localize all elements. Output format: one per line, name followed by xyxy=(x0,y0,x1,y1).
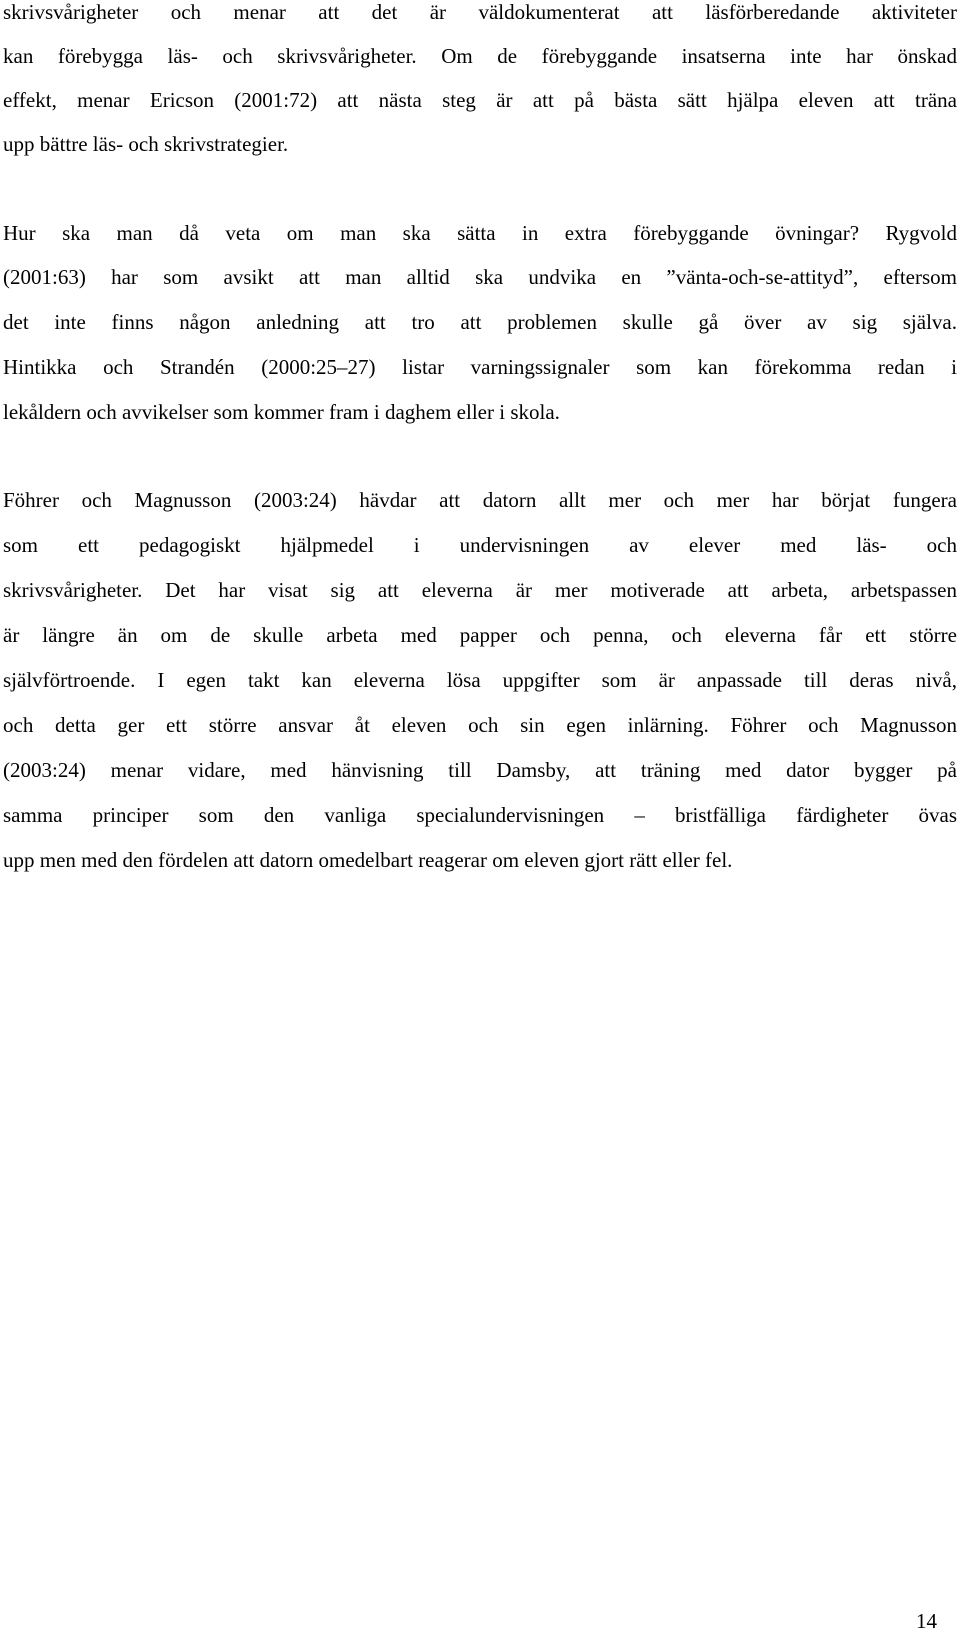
text-line: och detta ger ett större ansvar åt eleven och sin egen inlärning. Föhrer och Magnusson xyxy=(3,713,957,737)
text-line: effekt, menar Ericson (2001:72) att nästa steg är att på bästa sätt hjälpa eleven att träna xyxy=(3,88,957,112)
text-line: (2003:24) menar vidare, med hänvisning till Damsby, att träning med dator bygger på xyxy=(3,758,957,782)
text-line: är längre än om de skulle arbeta med papper och penna, och eleverna får ett större xyxy=(3,623,957,647)
text-line: Hintikka och Strandén (2000:25–27) listar varningssignaler som kan förekomma redan i xyxy=(3,355,957,379)
text-line: skrivsvårigheter och menar att det är väldokumenterat att läsförberedande aktiviteter xyxy=(3,0,957,24)
text-line: upp men med den fördelen att datorn omedelbart reagerar om eleven gjort rätt eller fel. xyxy=(3,848,733,872)
text-line: som ett pedagogiskt hjälpmedel i undervisningen av elever med läs- och xyxy=(3,533,957,557)
text-line: Föhrer och Magnusson (2003:24) hävdar att datorn allt mer och mer har börjat fungera xyxy=(3,488,957,512)
text-line: det inte finns någon anledning att tro att problemen skulle gå över av sig själva. xyxy=(3,310,957,334)
text-line: lekåldern och avvikelser som kommer fram i daghem eller i skola. xyxy=(3,400,560,424)
text-line: kan förebygga läs- och skrivsvårigheter. Om de förebyggande insatserna inte har önskad xyxy=(3,44,957,68)
text-line: skrivsvårigheter. Det har visat sig att eleverna är mer motiverade att arbeta, arbetspassen xyxy=(3,578,957,602)
text-line: Hur ska man då veta om man ska sätta in extra förebyggande övningar? Rygvold xyxy=(3,221,957,245)
text-line: samma principer som den vanliga specialundervisningen – bristfälliga färdigheter övas xyxy=(3,803,957,827)
page-number: 14 xyxy=(916,1609,937,1633)
text-line: upp bättre läs- och skrivstrategier. xyxy=(3,132,289,156)
text-line: (2001:63) har som avsikt att man alltid ska undvika en ”vänta-och-se-attityd”, eftersom xyxy=(3,265,957,289)
text-line: självförtroende. I egen takt kan eleverna lösa uppgifter som är anpassade till deras nivå, xyxy=(3,668,957,692)
